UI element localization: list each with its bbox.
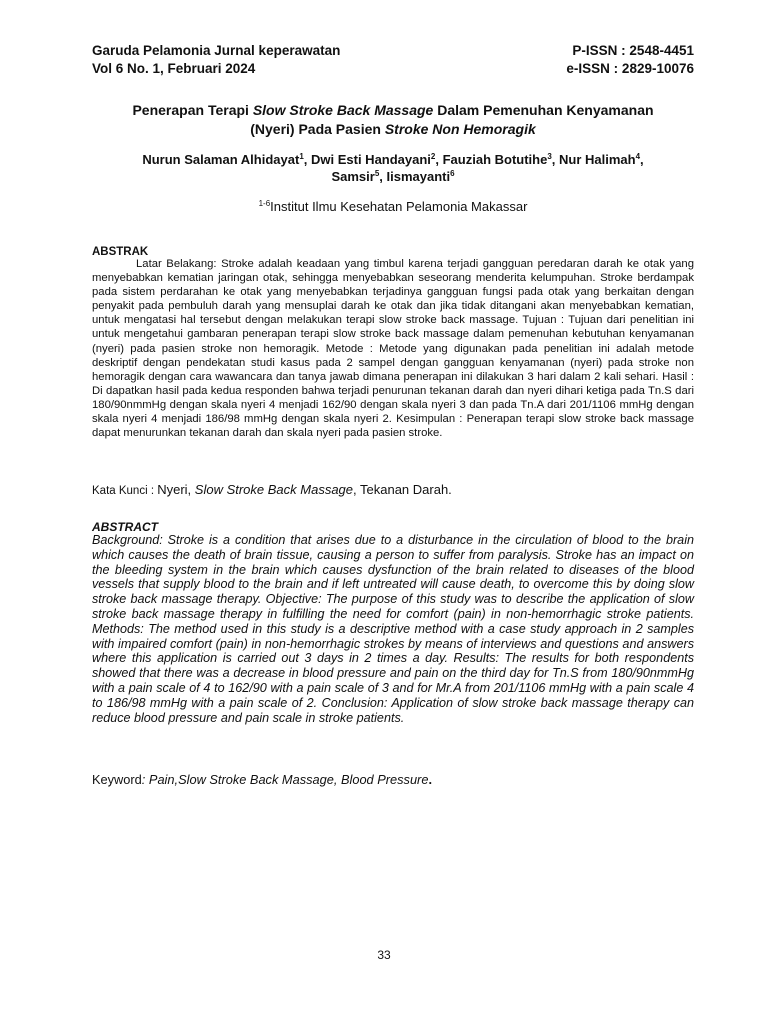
author: Iismayanti$^6$: [386, 169, 455, 184]
title-text: Dalam Pemenuhan Kenyamanan: [433, 102, 654, 118]
author-list: Nurun Salaman Alhidayat$^1$, Dwi Esti Handayani$^2$, Fauziah Botutihe$^3$, Nur Halimah$^4$, Samsir$^5$, Iismayanti$^6$: [142, 152, 644, 184]
journal-header: [92, 42, 694, 78]
p-issn: P-ISSN : 2548-4451: [572, 43, 694, 58]
title-italic: Stroke Non Hemoragik: [384, 121, 536, 137]
abstrak-text: Latar Belakang: Stroke adalah keadaan yang timbul karena terjadi gangguan peredaran darah ke otak yang menyebabkan kematian jaringan otak, sehingga menyebabkan seseorang menderita kelumpuhan. Stroke berdampak pada sistem perdarahan ke otak yang menyebabkan terjadinya gangguan fungsi pada otak yang berkaitan dengan penyakit pada pembuluh darah yang mensuplai darah ke otak dan jika tidak ditangani akan menyebabkan kematian, untuk mengatasi hal tersebut dengan melakukan terapi slow stroke back massage. Tujuan : Tujuan dari penelitian ini untuk mengetahui gambaran penerapan terapi slow stroke back massage dalam pemenuhan kebutuhan kenyamanan (nyeri) pada pasien stroke non hemoragik. Metode : Metode yang digunakan pada penelitian ini adalah metode deskriptif dengan pendekatan studi kasus pada 2 sampel dengan gangguan kenyamanan (nyeri) pada stroke non hemoragik dengan cara wawancara dan tanya jawab dimana penerapan ini dilakukan 3 hari dalam 2 kali sehari. Hasil : Di dapatkan hasil pada kedua responden bahwa terjadi penurunan tekanan darah dan nyeri dihari ketiga pada Tn.S dari 180/90nmmHg dengan skala nyeri 4 menjadi 162/90 dengan skala nyeri 3 dan pada Tn.A dari 201/1106 mmHg dengan skala nyeri 4 menjadi 186/98 mmHg dengan skala nyeri 2. Kesimpulan : Penerapan terapi slow stroke back massage dapat menurunkan tekanan darah dan skala nyeri pada pasien stroke.: [92, 258, 694, 440]
author: Fauziah Botutihe$^3$: [442, 152, 552, 167]
keyword-line: [92, 771, 694, 788]
keyword-end: .: [428, 772, 433, 787]
page-number: 33: [377, 948, 391, 962]
affiliation: [90, 198, 696, 215]
title-text: Penerapan Terapi: [132, 102, 253, 118]
volume-issue: Vol 6 No. 1, Februari 2024: [92, 61, 256, 76]
journal-name: Garuda Pelamonia Jurnal keperawatan: [92, 43, 341, 58]
kata-kunci-term: Slow Stroke Back Massage: [194, 482, 354, 497]
abstrak-heading: ABSTRAK: [92, 246, 149, 258]
author: Nur Halimah$^4$: [559, 152, 641, 167]
title-text: (Nyeri) Pada Pasien: [250, 121, 385, 137]
keyword-label: Keyword: [92, 772, 142, 787]
author: Nurun Salaman Alhidayat$^1$: [142, 152, 304, 167]
affiliation-sup: 1-6: [258, 199, 271, 208]
author: Samsir$^5$: [331, 169, 380, 184]
kata-kunci-term: Nyeri,: [157, 482, 195, 497]
abstract-body: Background: Stroke is a condition that arises due to a disturbance in the circulation of blood to the brain which causes the death of brain tissue, causing a person to suffer from paralysis. Stroke has an impact on the bleeding system in the brain which causes dysfunction of the brain related to diseases of the blood vessels that supply blood to the brain and if left untreated will cause death, to overcome this by doing slow stroke back massage therapy. Objective: The purpose of this study was to describe the application of slow stroke back massage therapy in fulfilling the need for comfort (pain) in non-hemorrhagic stroke patients. Methods: The method used in this study is a descriptive method with a case study approach in 2 samples with impaired comfort (pain) in non-hemorrhagic strokes by means of interviews and questions and answers where this application is carried out 3 days in 2 times a day. Results: The results for both respondents showed that there was a decrease in blood pressure and pain on the third day for Tn.S from 180/90nmmHg with a pain scale of 4 to 162/90 with a pain scale of 3 and for Mr.A from 201/1106 mmHg with a pain scale 4 to 186/98 mmHg with a pain scale of 2. Conclusion: Application of slow stroke back massage therapy can reduce blood pressure and pain scale in stroke patients.: [92, 533, 694, 725]
kata-kunci-label: Kata Kunci :: [92, 485, 158, 497]
e-issn: e-ISSN : 2829-10076: [566, 61, 694, 76]
kata-kunci-term: , Tekanan Darah.: [353, 482, 452, 497]
paper-title: [90, 101, 696, 139]
author: Dwi Esti Handayani$^2$: [311, 152, 436, 167]
abstract-heading: ABSTRACT: [92, 520, 158, 534]
title-italic: Slow Stroke Back Massage: [252, 102, 434, 118]
keyword-terms: : Pain,Slow Stroke Back Massage, Blood Pressure: [141, 772, 429, 787]
affiliation-text: Institut Ilmu Kesehatan Pelamonia Makassar: [270, 199, 528, 214]
abstrak-body: [92, 257, 694, 440]
kata-kunci: [92, 481, 694, 500]
